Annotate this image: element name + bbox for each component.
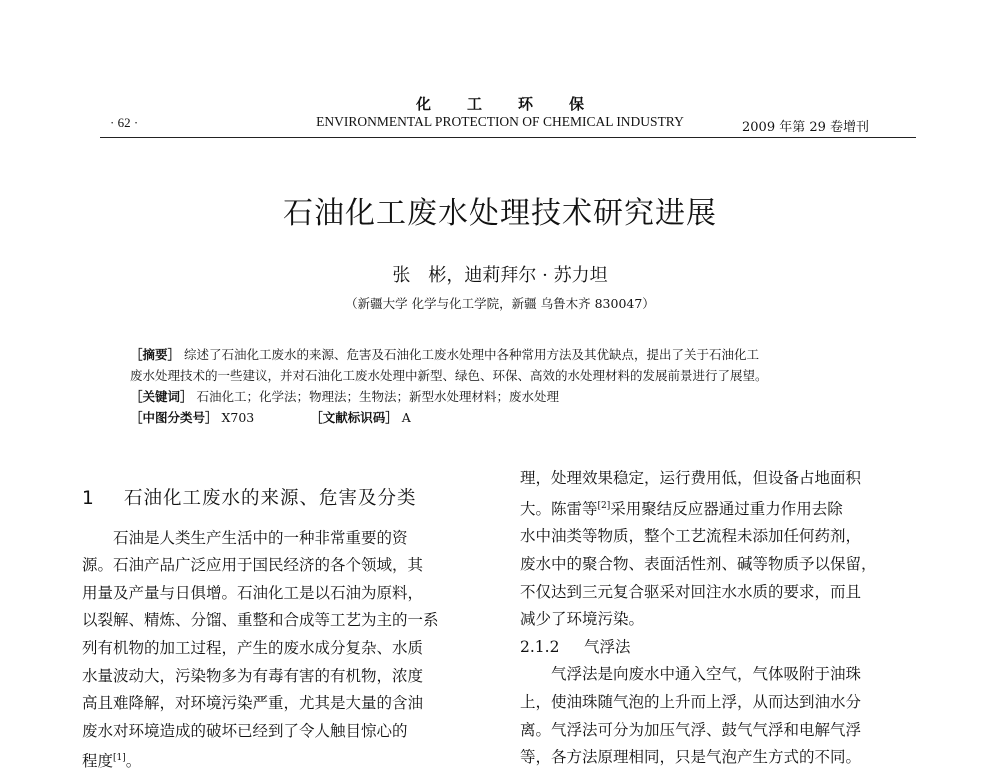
text-line: 以裂解、精炼、分馏、重整和合成等工艺为主的一系 <box>82 611 439 630</box>
subsection-number: 2.1.2 <box>520 637 560 656</box>
right-column <box>520 465 920 772</box>
abstract-block <box>130 344 890 428</box>
text-fragment: 。 <box>125 752 142 771</box>
text-line: 气浮法是向废水中通入空气，气体吸附于油珠 <box>551 665 862 684</box>
text-line: 不仅达到三元复合驱采对回注水水质的要求，而且 <box>520 582 862 601</box>
body-paragraph <box>520 661 920 771</box>
keywords-row <box>130 386 890 407</box>
abstract-text-1: 综述了石油化工废水的来源、危害及石油化工废水处理中各种常用方法及其优缺点，提出了关于石油化工 <box>184 347 760 362</box>
text-line: 水量波动大，污染物多为有毒有害的有机物，浓度 <box>82 666 424 685</box>
text-line: 源。石油产品广泛应用于国民经济的各个领域，其 <box>82 556 424 575</box>
text-line: 石油是人类生产生活中的一种非常重要的资 <box>113 528 408 547</box>
header-rule <box>100 137 916 138</box>
text-line: 废水中的聚合物、表面活性剂、碱等物质予以保留， <box>520 554 877 573</box>
clc-value: X703 <box>221 410 255 425</box>
text-fragment: 采用聚结反应器通过重力作用去除 <box>610 499 843 518</box>
left-column <box>82 475 482 776</box>
text-line-last <box>82 745 482 776</box>
text-fragment: 程度 <box>82 752 114 771</box>
author-affiliation: （新疆大学 化学与化工学院，新疆 乌鲁木齐 830047） <box>345 296 655 311</box>
keywords-text: 石油化工；化学法；物理法；生物法；新型水处理材料；废水处理 <box>196 389 560 404</box>
body-paragraph <box>520 465 920 634</box>
text-line: 水中油类等物质，整个工艺流程未添加任何药剂， <box>520 527 862 546</box>
classification-row <box>130 407 890 428</box>
page-number: · 62 · <box>110 115 139 130</box>
journal-title-english: ENVIRONMENTAL PROTECTION OF CHEMICAL INDUSTRY <box>316 114 684 129</box>
abstract-line-1 <box>130 344 890 365</box>
article-authors: 张 彬，迪莉拜尔 · 苏力坦 <box>392 265 608 286</box>
text-line: 等，各方法原理相同，只是气泡产生方式的不同。 <box>520 748 862 767</box>
text-line: 减少了环境污染。 <box>520 610 645 629</box>
citation-ref: [2] <box>597 500 611 511</box>
body-paragraph <box>82 525 482 776</box>
text-fragment: 大。陈雷等 <box>520 499 598 518</box>
text-line: 离。气浮法可分为加压气浮、鼓气气浮和电解气浮 <box>520 720 862 739</box>
subsection-heading <box>520 634 920 662</box>
doc-code-value: A <box>401 410 411 425</box>
keywords-label: ［关键词］ <box>130 389 193 404</box>
subsection-title: 气浮法 <box>584 637 631 656</box>
text-line: 高且难降解，对环境污染严重，尤其是大量的含油 <box>82 694 424 713</box>
section-heading <box>82 485 482 513</box>
text-line: 理，处理效果稳定，运行费用低，但设备占地面积 <box>520 469 862 487</box>
journal-title-chinese: 化工环保 <box>415 95 620 113</box>
abstract-label: ［摘要］ <box>130 347 181 362</box>
section-title: 石油化工废水的来源、危害及分类 <box>124 488 417 509</box>
text-line: 列有机物的加工过程，产生的废水成分复杂、水质 <box>82 638 424 657</box>
doc-code-label: ［文献标识码］ <box>310 410 398 425</box>
issue-info: 2009 年第 29 卷增刊 <box>742 120 870 135</box>
clc-label: ［中图分类号］ <box>130 410 218 425</box>
section-number: 1 <box>82 488 95 509</box>
text-line-with-ref <box>520 493 920 524</box>
text-line: 上，使油珠随气泡的上升而上浮，从而达到油水分 <box>520 692 862 711</box>
abstract-line-2: 废水处理技术的一些建议，并对石油化工废水处理中新型、绿色、环保、高效的水处理材料的发展前景进行了展望。 <box>130 368 768 383</box>
article-title: 石油化工废水处理技术研究进展 <box>283 196 717 231</box>
citation-ref: [1] <box>113 753 126 764</box>
text-line: 用量及产量与日俱增。石油化工是以石油为原料， <box>82 583 424 602</box>
text-line: 废水对环境造成的破坏已经到了令人触目惊心的 <box>82 721 408 740</box>
